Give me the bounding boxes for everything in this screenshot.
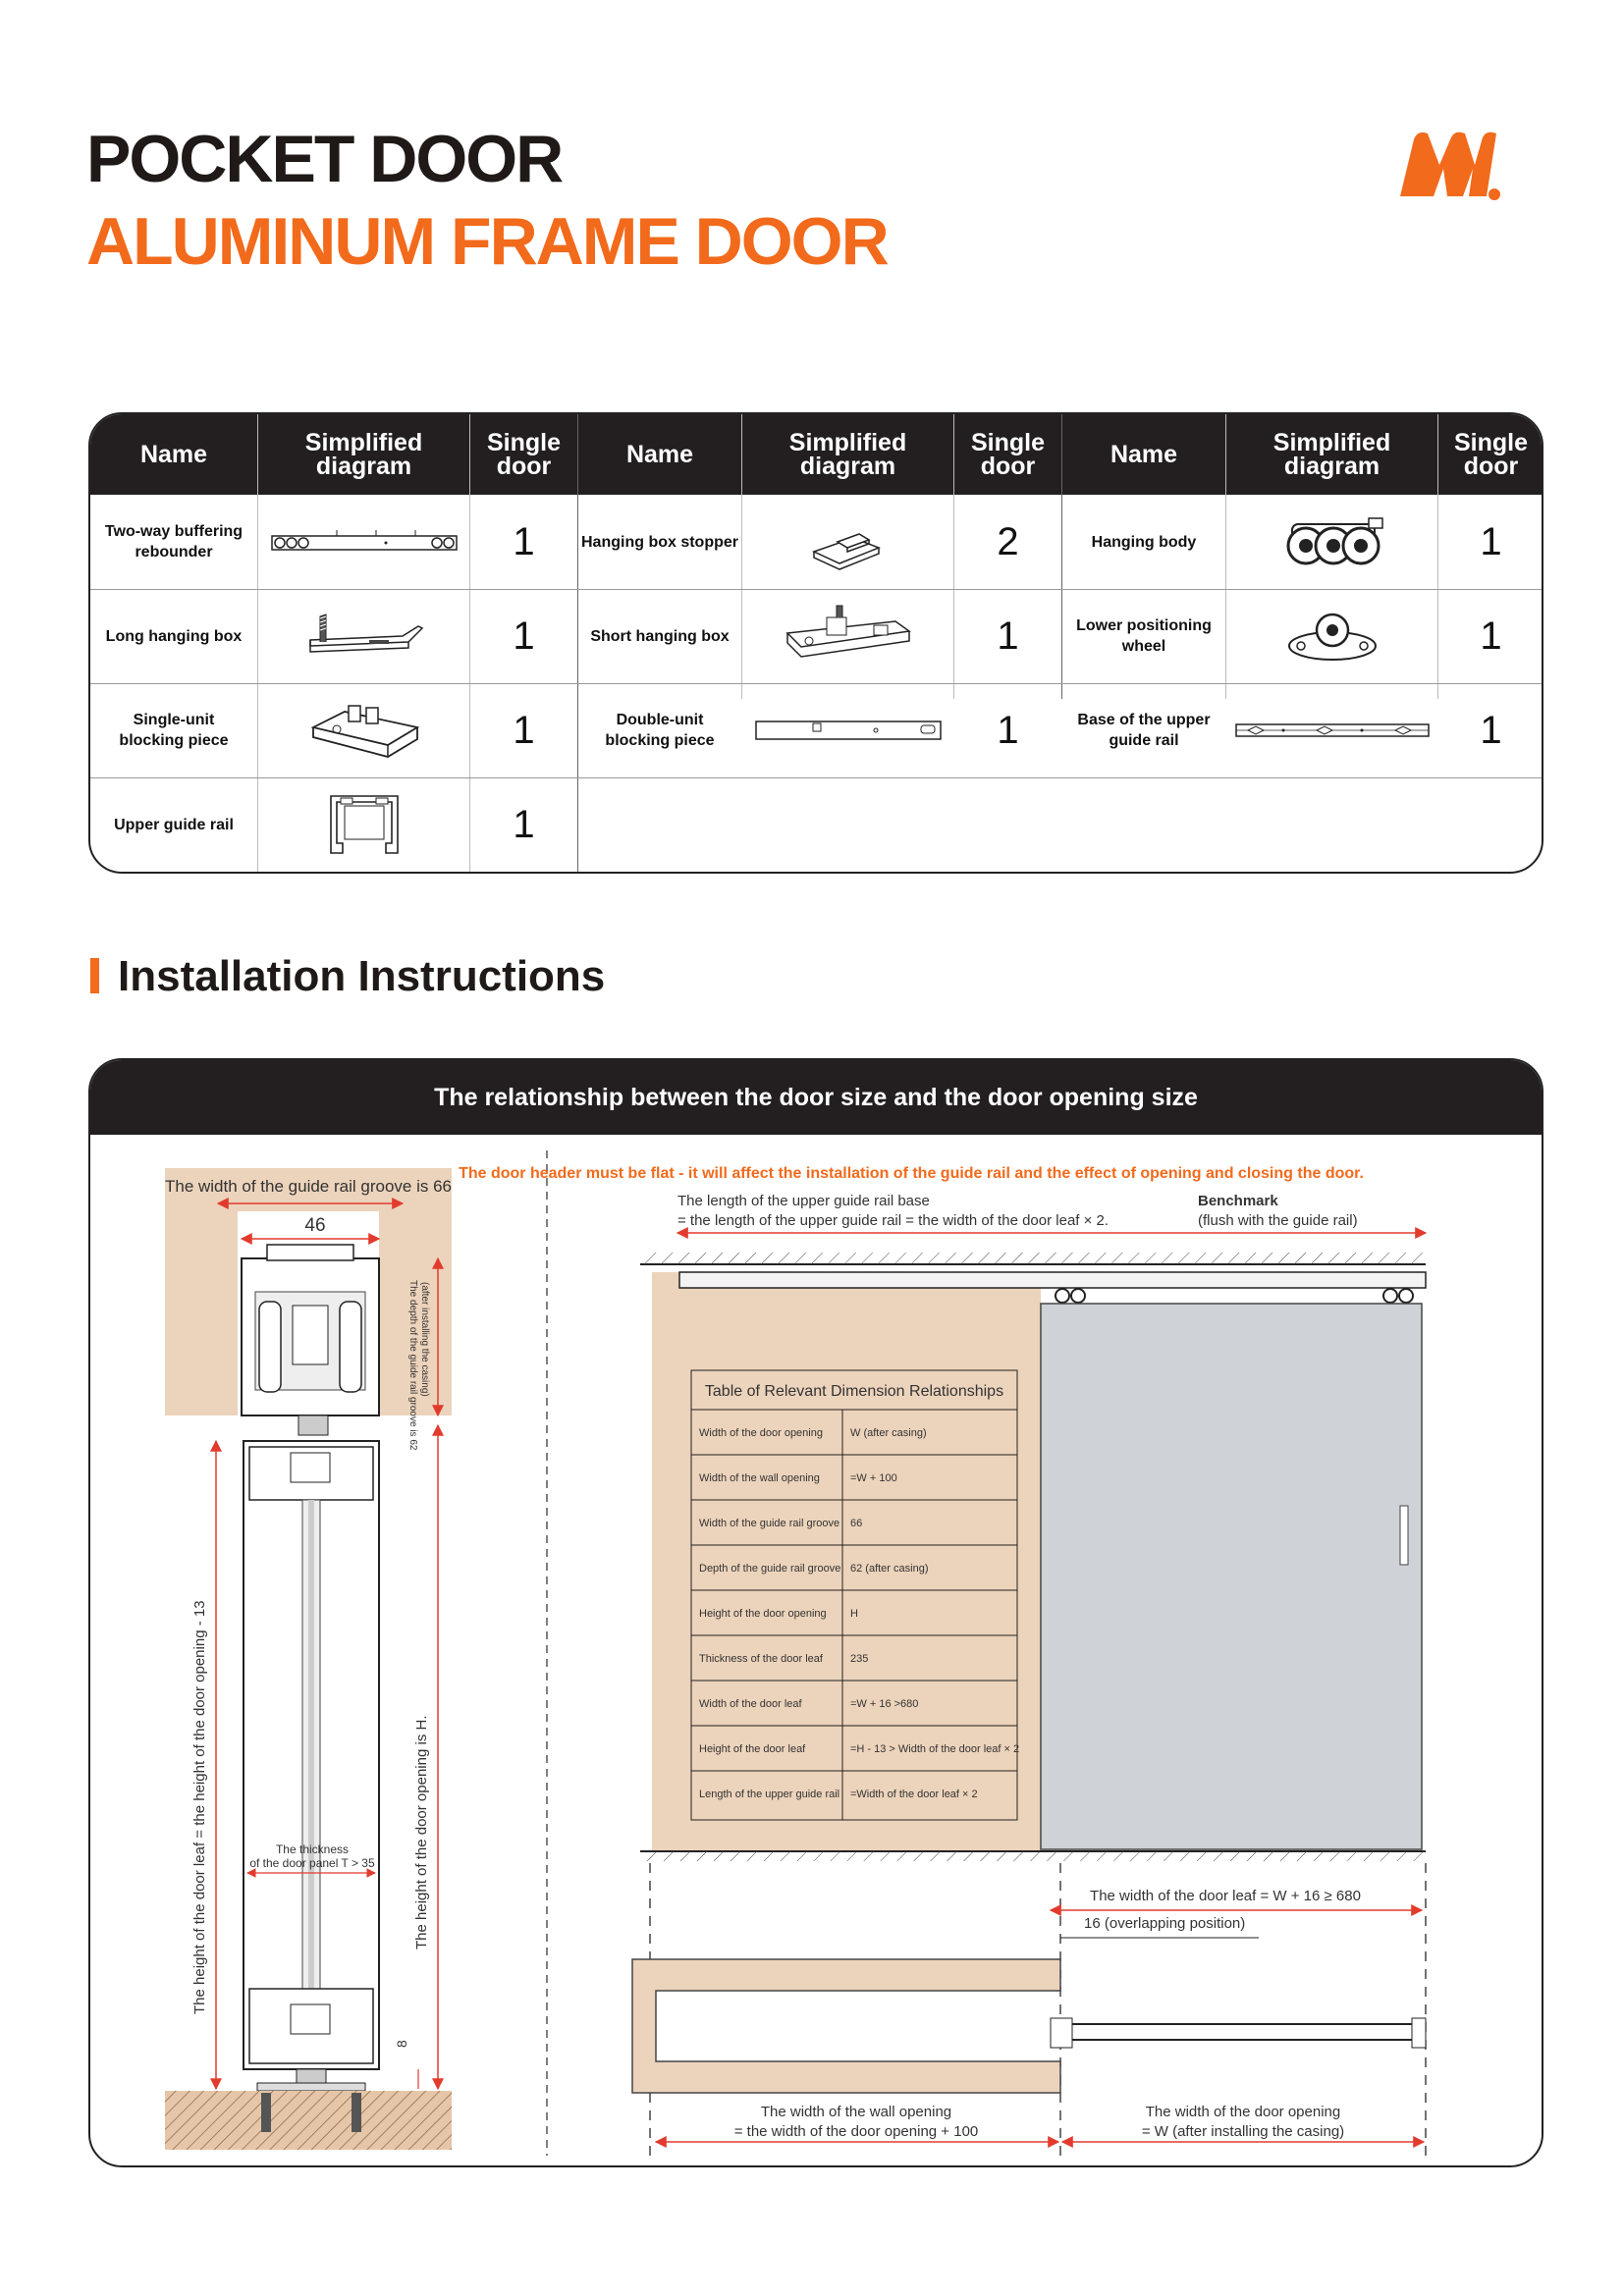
floor-section	[165, 2091, 452, 2150]
table-cell: Width of the door opening	[699, 1427, 823, 1439]
installation-panel	[88, 1058, 1543, 2167]
upper-rail-icon	[258, 777, 469, 872]
double-blocking-icon	[742, 683, 953, 777]
elevation-view	[459, 1165, 1426, 2156]
installation-drawing	[90, 1135, 1543, 2165]
groove-width-label: The width of the guide rail groove is 66	[164, 1177, 453, 1196]
brand-m-logo-icon	[1394, 126, 1502, 204]
overlap-label: 16 (overlapping position)	[1084, 1915, 1246, 1932]
part-name: Single-unit blocking piece	[119, 712, 229, 749]
thickness-label: The thickness	[275, 1842, 350, 1856]
col-diagram: Simplified diagram	[1272, 429, 1391, 480]
wall-opening-label: The width of the wall opening	[760, 2104, 952, 2120]
part-name: Long hanging box	[105, 627, 243, 645]
col-diagram: Simplified diagram	[788, 429, 907, 480]
table-cell: W (after casing)	[850, 1427, 927, 1439]
part-qty: 1	[513, 708, 535, 752]
short-hanging-box-icon	[742, 589, 953, 683]
rail-base-label: The length of the upper guide rail base	[677, 1193, 930, 1209]
page-title: POCKET DOOR	[86, 122, 563, 196]
dimension-table-title: Table of Relevant Dimension Relationships	[704, 1383, 1004, 1400]
col-name: Name	[1110, 441, 1178, 468]
table-cell: H	[850, 1608, 858, 1620]
part-name: Two-way buffering rebounder	[104, 523, 244, 561]
part-qty: 1	[997, 614, 1019, 658]
benchmark-note: (flush with the guide rail)	[1198, 1212, 1358, 1229]
door-leaf	[1041, 1304, 1422, 1849]
thickness-note: of the door panel T > 35	[249, 1856, 375, 1870]
leaf-width-label: The width of the door leaf = W + 16 ≥ 680	[1090, 1888, 1361, 1904]
col-qty: Single door	[970, 429, 1045, 480]
section-accent-bar	[90, 958, 99, 993]
part-qty: 1	[1480, 519, 1502, 563]
part-qty: 1	[997, 708, 1019, 752]
table-cell: Length of the upper guide rail	[699, 1789, 840, 1800]
part-name: Short hanging box	[590, 627, 730, 645]
part-qty: 2	[997, 519, 1019, 563]
col-diagram: Simplified diagram	[304, 429, 423, 480]
part-qty: 1	[1480, 614, 1502, 658]
table-cell: =W + 16 >680	[850, 1698, 919, 1710]
part-name: Base of the upper guide rail	[1077, 712, 1211, 749]
part-name: Upper guide rail	[114, 816, 234, 833]
col-name: Name	[139, 441, 208, 468]
dim-46-label: 46	[304, 1215, 326, 1236]
warning-text: The door header must be flat - it will affect the installation of the guide rail and the effect of opening and closing the door.	[459, 1165, 1364, 1182]
table-cell: =W + 100	[850, 1472, 897, 1484]
section-view	[165, 1168, 452, 2150]
part-name: Hanging box stopper	[581, 533, 738, 551]
door-opening-note: = W (after installing the casing)	[1141, 2123, 1345, 2140]
table-cell: 66	[850, 1518, 863, 1529]
table-cell: Width of the guide rail groove	[699, 1518, 840, 1529]
col-name: Name	[625, 441, 694, 468]
col-qty: Single door	[1453, 429, 1528, 480]
parts-table	[88, 412, 1543, 874]
dim-8-label: 8	[394, 2040, 409, 2048]
part-qty: 1	[513, 519, 535, 563]
table-cell: =Width of the door leaf × 2	[850, 1789, 978, 1800]
door-opening-label: The width of the door opening	[1145, 2104, 1341, 2120]
rebounder-icon	[258, 495, 469, 589]
leaf-height-label: The height of the door leaf = the height of the door opening - 13	[191, 1600, 208, 2014]
rail-base-note: = the length of the upper guide rail = the width of the door leaf × 2.	[677, 1212, 1110, 1229]
single-blocking-icon	[258, 683, 469, 777]
table-cell: Height of the door leaf	[699, 1743, 806, 1755]
benchmark-label: Benchmark	[1198, 1193, 1278, 1209]
groove-depth-note: (after installing the casing)	[419, 1282, 430, 1397]
page-subtitle: ALUMINUM FRAME DOOR	[86, 204, 888, 279]
long-hanging-box-icon	[258, 589, 469, 683]
part-name: Hanging body	[1091, 533, 1197, 551]
part-qty: 1	[1480, 708, 1502, 752]
stopper-icon	[742, 495, 953, 589]
table-cell: 62 (after casing)	[850, 1563, 929, 1575]
wall-opening-note: = the width of the door opening + 100	[733, 2123, 979, 2140]
wall-plan	[632, 1959, 1060, 2093]
positioning-wheel-icon	[1226, 589, 1437, 683]
part-qty: 1	[513, 614, 535, 658]
col-qty: Single door	[486, 429, 561, 480]
table-cell: Height of the door opening	[699, 1608, 827, 1620]
part-name: Lower positioning wheel	[1076, 617, 1212, 655]
hanging-body-icon	[1226, 495, 1437, 589]
part-qty: 1	[513, 802, 535, 846]
rail-base-icon	[1226, 683, 1437, 777]
groove-depth-label: The depth of the guide rail groove is 62	[407, 1280, 418, 1451]
guide-rail	[679, 1272, 1426, 1288]
table-cell: Width of the door leaf	[699, 1698, 802, 1710]
section-title: Installation Instructions	[118, 952, 606, 1000]
opening-height-label: The height of the door opening is H.	[413, 1715, 430, 1949]
table-cell: 235	[850, 1653, 869, 1665]
table-cell: Width of the wall opening	[699, 1472, 820, 1484]
table-cell: =H - 13 > Width of the door leaf × 2	[850, 1743, 1020, 1755]
panel-title: The relationship between the door size and the door opening size	[90, 1060, 1542, 1135]
part-name: Double-unit blocking piece	[605, 712, 715, 749]
table-cell: Depth of the guide rail groove	[699, 1563, 841, 1575]
table-cell: Thickness of the door leaf	[699, 1653, 823, 1665]
